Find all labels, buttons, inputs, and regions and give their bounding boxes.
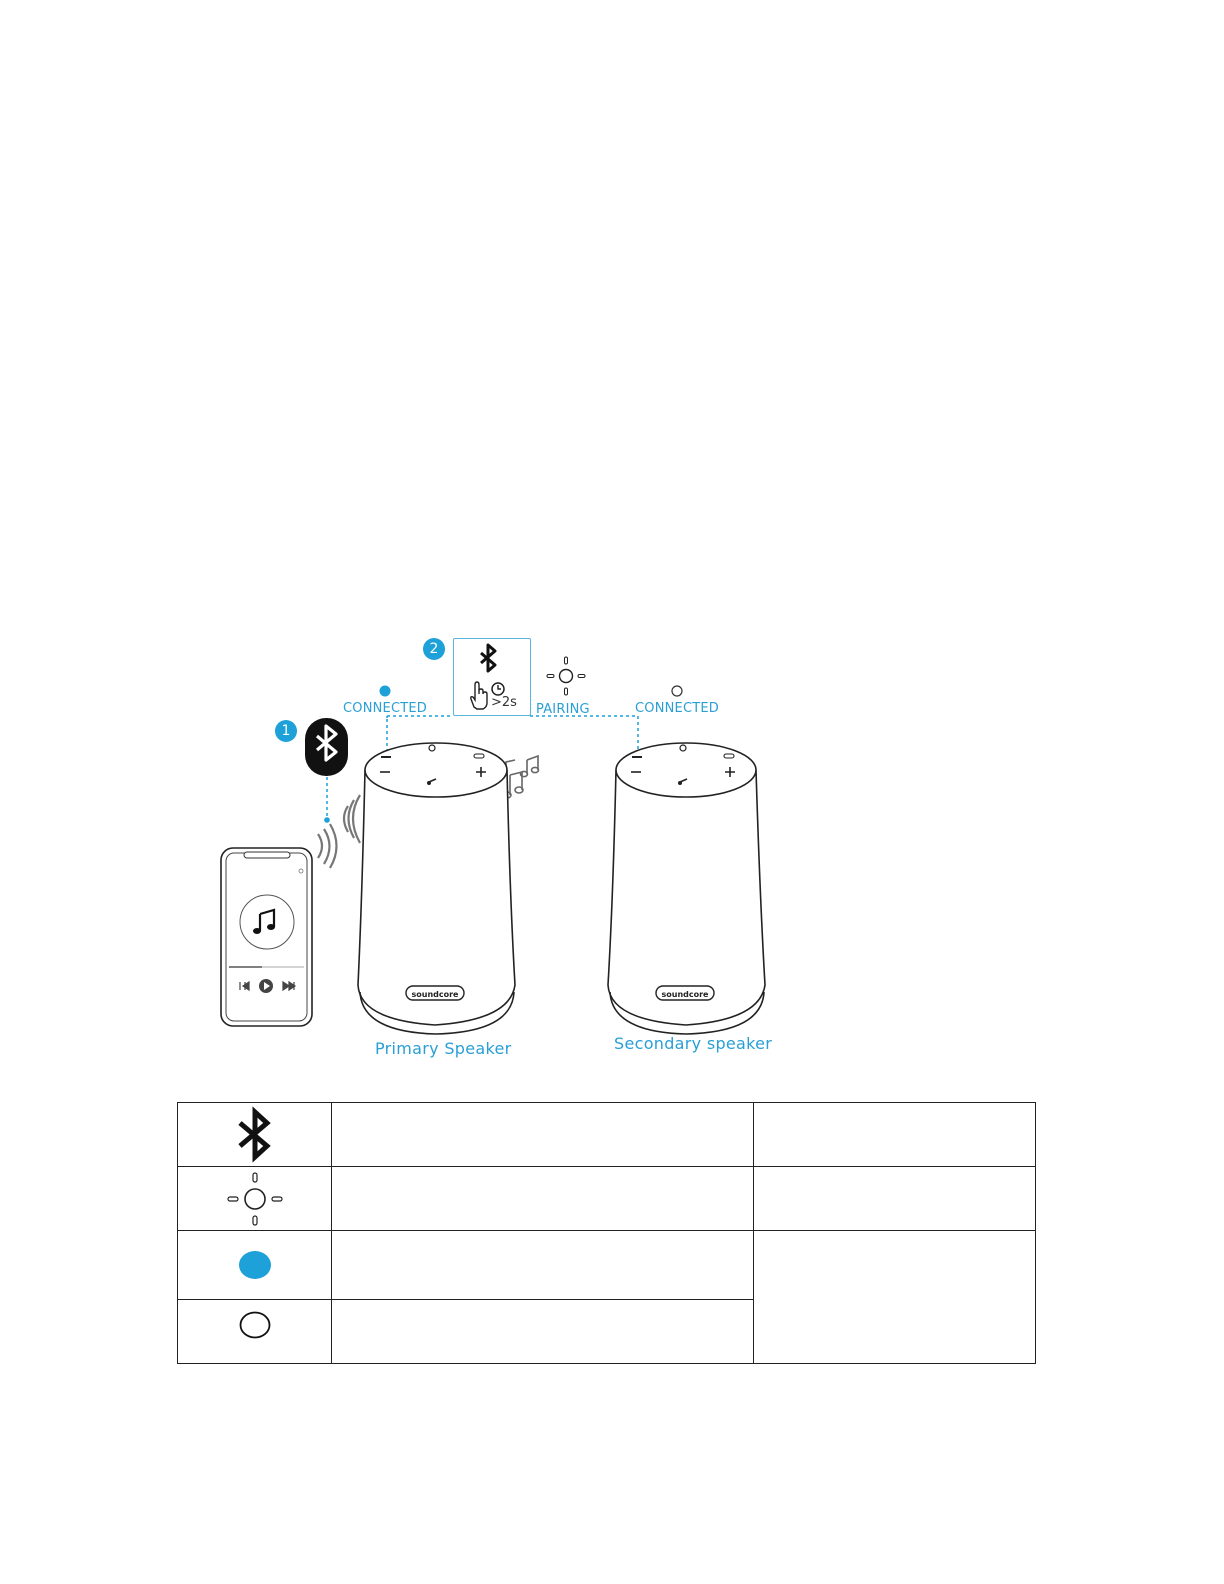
phone-illustration (221, 848, 312, 1026)
step-1-badge: 1 (275, 720, 297, 742)
primary-speaker-label: Primary Speaker (375, 1039, 512, 1058)
primary-status-label: CONNECTED (343, 701, 428, 716)
legend-icon-cell (178, 1167, 332, 1231)
legend-note (754, 1103, 1036, 1167)
table-row (178, 1167, 1036, 1231)
legend-description (332, 1231, 754, 1300)
legend-note (754, 1231, 1036, 1364)
step-2-badge: 2 (423, 638, 445, 660)
table-row (178, 1103, 1036, 1167)
secondary-speaker-label: Secondary speaker (614, 1034, 773, 1053)
solid-white-light-icon (237, 1309, 273, 1341)
legend-icon-cell (178, 1103, 332, 1167)
legend-icon-cell (178, 1231, 332, 1300)
primary-speaker-illustration (358, 743, 515, 1034)
blinking-light-icon (224, 1171, 286, 1227)
table-row (178, 1231, 1036, 1300)
press-duration: >2s (491, 695, 517, 710)
svg-text:soundcore: soundcore (661, 990, 709, 999)
indicator-legend-table (177, 1102, 1036, 1364)
legend-description (332, 1103, 754, 1167)
legend-icon-cell (178, 1300, 332, 1364)
bluetooth-badge-icon (305, 718, 348, 776)
secondary-status-label: CONNECTED (635, 701, 720, 716)
pairing-status-label: PAIRING (536, 702, 590, 717)
bluetooth-icon (235, 1106, 275, 1164)
wireless-waves-icon (318, 795, 360, 868)
solid-blue-light-icon (237, 1249, 273, 1281)
legend-description (332, 1300, 754, 1364)
svg-text:soundcore: soundcore (411, 990, 459, 999)
music-notes-icon (503, 756, 539, 798)
legend-description (332, 1167, 754, 1231)
legend-note (754, 1167, 1036, 1231)
secondary-speaker-illustration (608, 743, 765, 1034)
